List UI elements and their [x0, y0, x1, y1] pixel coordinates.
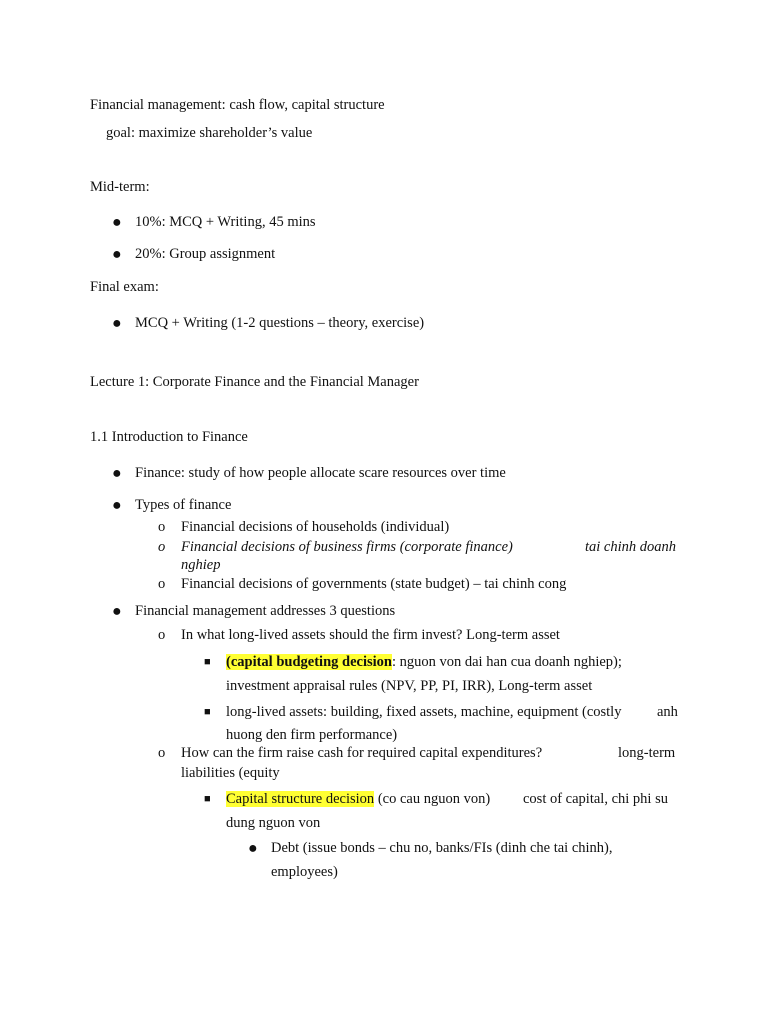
section-title: 1.1 Introduction to Finance	[90, 429, 248, 445]
final-exam-item-1: MCQ + Writing (1-2 questions – theory, exercise)	[135, 315, 425, 331]
midterm-item-1: 10%: MCQ + Writing, 45 mins	[135, 214, 316, 230]
square-bullet-icon: ■	[204, 656, 211, 668]
types-sub-2-line-2: nghiep	[181, 557, 221, 573]
bullet-finance: Finance: study of how people allocate scare resources over time	[135, 465, 506, 481]
types-sub-2-tail: tai chinh doanh	[584, 539, 676, 555]
bullet-types-label: Types of finance	[135, 497, 232, 513]
q1-item-2-line-2: huong den firm performance)	[226, 727, 398, 743]
bullet-icon: ●	[112, 603, 122, 620]
types-sub-3: Financial decisions of governments (state budget) – tai chinh cong	[181, 576, 567, 592]
q1-text: In what long-lived assets should the firm invest?	[181, 627, 463, 643]
debt-line-1: Debt (issue bonds – chu no, banks/FIs (dinh che tai chinh),	[271, 840, 613, 856]
intro-line-1: Financial management: cash flow, capital structure	[90, 97, 385, 113]
q2-line-2: liabilities (equity	[181, 765, 280, 781]
final-exam-heading: Final exam:	[90, 279, 159, 295]
q2-line-1-tail: long-term	[618, 745, 676, 761]
q2-item-line-2: dung nguon von	[226, 815, 321, 831]
sub-bullet-icon: o	[158, 745, 166, 761]
bullet-icon: ●	[112, 214, 122, 231]
square-bullet-icon: ■	[204, 706, 211, 718]
bullet-icon: ●	[112, 315, 122, 332]
q1-item-2: long-lived assets: building, fixed assets, machine, equipment (costly	[226, 704, 622, 720]
lecture-title: Lecture 1: Corporate Finance and the Financial Manager	[90, 374, 419, 390]
bullet-icon: ●	[112, 497, 122, 514]
bullet-icon: ●	[248, 840, 258, 857]
intro-line-2: goal: maximize shareholder’s value	[106, 125, 313, 141]
midterm-item-2: 20%: Group assignment	[135, 246, 276, 262]
q2-item-rest-2: cost of capital, chi phi su	[523, 791, 668, 807]
q1-item-1-rest: : nguon von dai han cua doanh nghiep);	[391, 654, 622, 670]
q1-item-1	[226, 654, 676, 671]
sub-bullet-icon: o	[158, 576, 166, 592]
q2-item	[226, 791, 490, 808]
bullet-mgmt-label: Financial management addresses 3 questions	[135, 603, 396, 619]
square-bullet-icon: ■	[204, 793, 211, 805]
types-sub-2: Financial decisions of business firms (corporate finance)	[181, 539, 513, 555]
capital-budgeting-highlight: (capital budgeting decision	[226, 654, 392, 670]
q1-line	[181, 627, 560, 644]
bullet-icon: ●	[112, 246, 122, 263]
midterm-heading: Mid-term:	[90, 179, 150, 195]
debt-line-2: employees)	[271, 864, 338, 880]
q1-item-1-line-2: investment appraisal rules (NPV, PP, PI, IRR), Long-term asset	[226, 678, 593, 694]
q1-after: Long-term asset	[466, 627, 560, 643]
q1-item-2-tail: anh	[657, 704, 678, 720]
types-sub-1: Financial decisions of households (individual)	[181, 519, 450, 535]
bullet-icon: ●	[112, 465, 122, 482]
q2-line-1: How can the firm raise cash for required capital expenditures?	[181, 745, 543, 761]
q2-item-rest-1: (co cau nguon von)	[374, 791, 491, 807]
sub-bullet-icon: o	[158, 627, 166, 643]
sub-bullet-icon: o	[158, 539, 166, 555]
sub-bullet-icon: o	[158, 519, 166, 535]
capital-structure-highlight: Capital structure decision	[226, 791, 375, 807]
